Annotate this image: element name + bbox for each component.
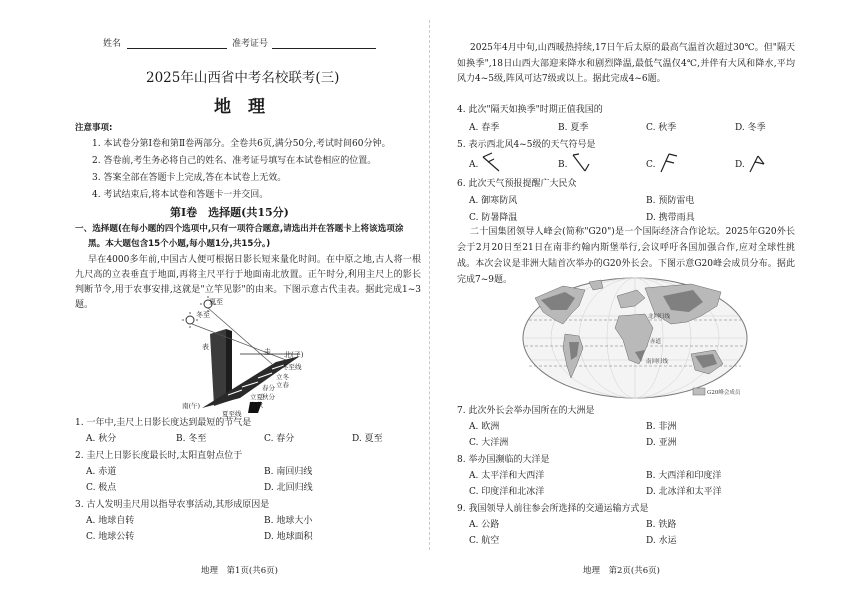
name-label: 姓名 [103,39,122,49]
q7-option-d[interactable]: D. 亚洲 [646,438,677,448]
question-6: 6. 此次天气预报提醒广大民众 [457,179,577,189]
q8-option-d[interactable]: D. 北冰洋和太平洋 [646,487,722,497]
q6-option-d[interactable]: D. 携带雨具 [646,213,695,223]
q2-option-a[interactable]: A. 赤道 [86,467,117,477]
q7-option-c[interactable]: C. 大洋洲 [469,438,509,448]
spring-label: 春分 [262,384,275,392]
q3-option-d[interactable]: D. 地球面积 [264,532,313,542]
question-2: 2. 圭尺上日影长度最长时,太阳直射点位于 [75,451,243,461]
q4-option-d[interactable]: D. 冬季 [735,123,766,133]
q9-option-a[interactable]: A. 公路 [469,520,500,530]
q6-option-b[interactable]: B. 预防雷电 [646,196,695,206]
q7-option-b[interactable]: B. 非洲 [646,422,677,432]
tropic-south-label: 南回归线 [646,359,669,365]
winter-sun-icon [186,316,194,324]
footer-page-1: 地理 第1页(共6页) [201,566,278,576]
q9-option-d[interactable]: D. 水运 [646,536,677,546]
q1-option-b[interactable]: B. 冬至 [176,434,207,444]
q3-option-b[interactable]: B. 地球大小 [264,516,313,526]
q3-option-c[interactable]: C. 地球公转 [86,532,135,542]
south-label: 南(午) [182,402,201,410]
q2-option-b[interactable]: B. 南回归线 [264,467,313,477]
exam-title: 2025年山西省中考名校联考(三) [146,70,340,86]
wind-symbol-d-icon[interactable] [746,152,768,174]
wind-symbol-b-icon[interactable] [569,152,591,174]
q5-option-c[interactable]: C. [646,160,656,170]
passage-g20: 二十国集团领导人峰会(简称"G20")是一个国际经济合作论坛。2025年G20外长会于2月20日至21日在南非约翰内斯堡举行,会议呼吁各国加强合作,应对全球性挑战。本次会议是非洲大陆首次举办的G20外长会。下图示意G20峰会成员分布。据此完成7~9题。 [457,227,795,285]
question-7: 7. 此次外长会举办国所在的大洲是 [457,406,595,416]
footer-page-2: 地理 第2页(共6页) [583,566,660,576]
q1-option-d[interactable]: D. 夏至 [352,434,383,444]
q1-option-c[interactable]: C. 春分 [264,434,295,444]
note-item: 4. 考试结束后,将本试卷和答题卡一并交回。 [92,190,269,200]
legend-swatch [693,388,705,395]
summer-line-label: 夏至线 [222,410,242,418]
q4-option-b[interactable]: B. 夏季 [558,123,589,133]
notes-heading: 注意事项: [75,123,113,133]
q1-option-a[interactable]: A. 秋分 [86,434,117,444]
question-3: 3. 古人发明圭尺用以指导农事活动,其形成原因是 [75,500,270,510]
note-item: 2. 答卷前,考生务必将自己的姓名、准考证号填写在本试卷相应的位置。 [92,156,377,166]
winter-solstice-label: 冬至 [196,311,210,319]
autumn-label: 秋分 [262,393,275,401]
scale-label: 圭 [264,348,271,356]
lidong-label: 立冬 [276,373,289,381]
q9-option-b[interactable]: B. 铁路 [646,520,677,530]
gnomon-pole [210,329,226,406]
exam-number-label: 准考证号 [232,39,269,49]
q8-option-b[interactable]: B. 大西洋和印度洋 [646,471,722,481]
note-item: 1. 本试卷分第Ⅰ卷和第Ⅱ卷两部分。全卷共6页,满分50分,考试时间60分钟。 [92,139,391,149]
note-item: 3. 答案全部在答题卡上完成,答在本试卷上无效。 [92,173,287,183]
q9-option-c[interactable]: C. 航空 [469,536,500,546]
q7-option-a[interactable]: A. 欧洲 [469,422,500,432]
q5-option-d[interactable]: D. [735,160,745,170]
q2-option-d[interactable]: D. 北回归线 [264,483,313,493]
question-9: 9. 我国领导人前往参会所选择的交通运输方式是 [457,504,649,514]
question-1: 1. 一年中,圭尺上日影长度达到最短的节气是 [75,418,252,428]
lichun-label: 立春 [276,381,289,389]
q2-option-c[interactable]: C. 极点 [86,483,117,493]
q6-option-c[interactable]: C. 防暑降温 [469,213,518,223]
lixia-label: 立夏 [250,393,263,401]
winter-line-label: 冬至线 [282,363,302,371]
passage-weather: 2025年4月中旬,山西暖热持续,17日午后太原的最高气温首次超过30℃。但"隔天如换季",18日山西大部迎来降水和剧烈降温,最低气温仅4℃,并伴有大风和降水,平均风力4~5级,阵风可达7级或以上。据此完成4~6题。 [457,43,795,84]
q5-option-b[interactable]: B. [558,160,568,170]
subject-title: 地 理 [214,97,265,117]
q5-option-a[interactable]: A. [469,160,479,170]
liqiu-label: 立秋 [250,401,263,409]
q4-option-c[interactable]: C. 秋季 [646,123,677,133]
q6-option-a[interactable]: A. 御寒防风 [469,196,518,206]
section-instruction: 一、选择题(在每小题的四个选项中,只有一项符合题意,请选出并在答题卡上将该选项涂 [75,224,404,234]
wind-symbol-c-icon[interactable] [657,152,679,174]
gnomon-label: 表 [202,343,209,351]
tropic-north-label: 北回归线 [648,314,671,320]
question-4: 4. 此次"隔天如换季"时期正值我国的 [457,105,603,115]
name-underline [127,48,227,49]
question-8: 8. 举办国濒临的大洋是 [457,455,550,465]
map-legend-label: G20峰会成员 [707,390,741,396]
page-divider [429,20,430,550]
equator-label: 赤道 [650,339,662,345]
exam-number-underline [272,48,376,49]
section-title: 第Ⅰ卷 选择题(共15分) [170,206,289,219]
wind-symbol-a-icon[interactable] [480,152,502,174]
q3-option-a[interactable]: A. 地球自转 [86,516,135,526]
q8-option-c[interactable]: C. 印度洋和北冰洋 [469,487,545,497]
question-5: 5. 表示西北风4~5级的天气符号是 [457,140,596,150]
section-instruction: 黑。本大题包含15个小题,每小题1分,共15分。) [88,239,271,249]
q4-option-a[interactable]: A. 春季 [469,123,500,133]
north-label: 北(子) [284,351,304,359]
summer-solstice-label: 夏至 [209,298,223,306]
g20-world-map [521,276,749,400]
passage-gnomon: 早在4000多年前,中国古人便可根据日影长短来量化时间。在中原之地,古人将一根九尺高的立表垂直于地面,再将主尺平行于地面南北放置。正午时分,利用主尺上的影长判断节令,用于农事安排,这就是"立竿见影"的由来。下图示意古代圭表。据此完成1~3题。 [75,255,421,310]
q8-option-a[interactable]: A. 太平洋和大西洋 [469,471,545,481]
